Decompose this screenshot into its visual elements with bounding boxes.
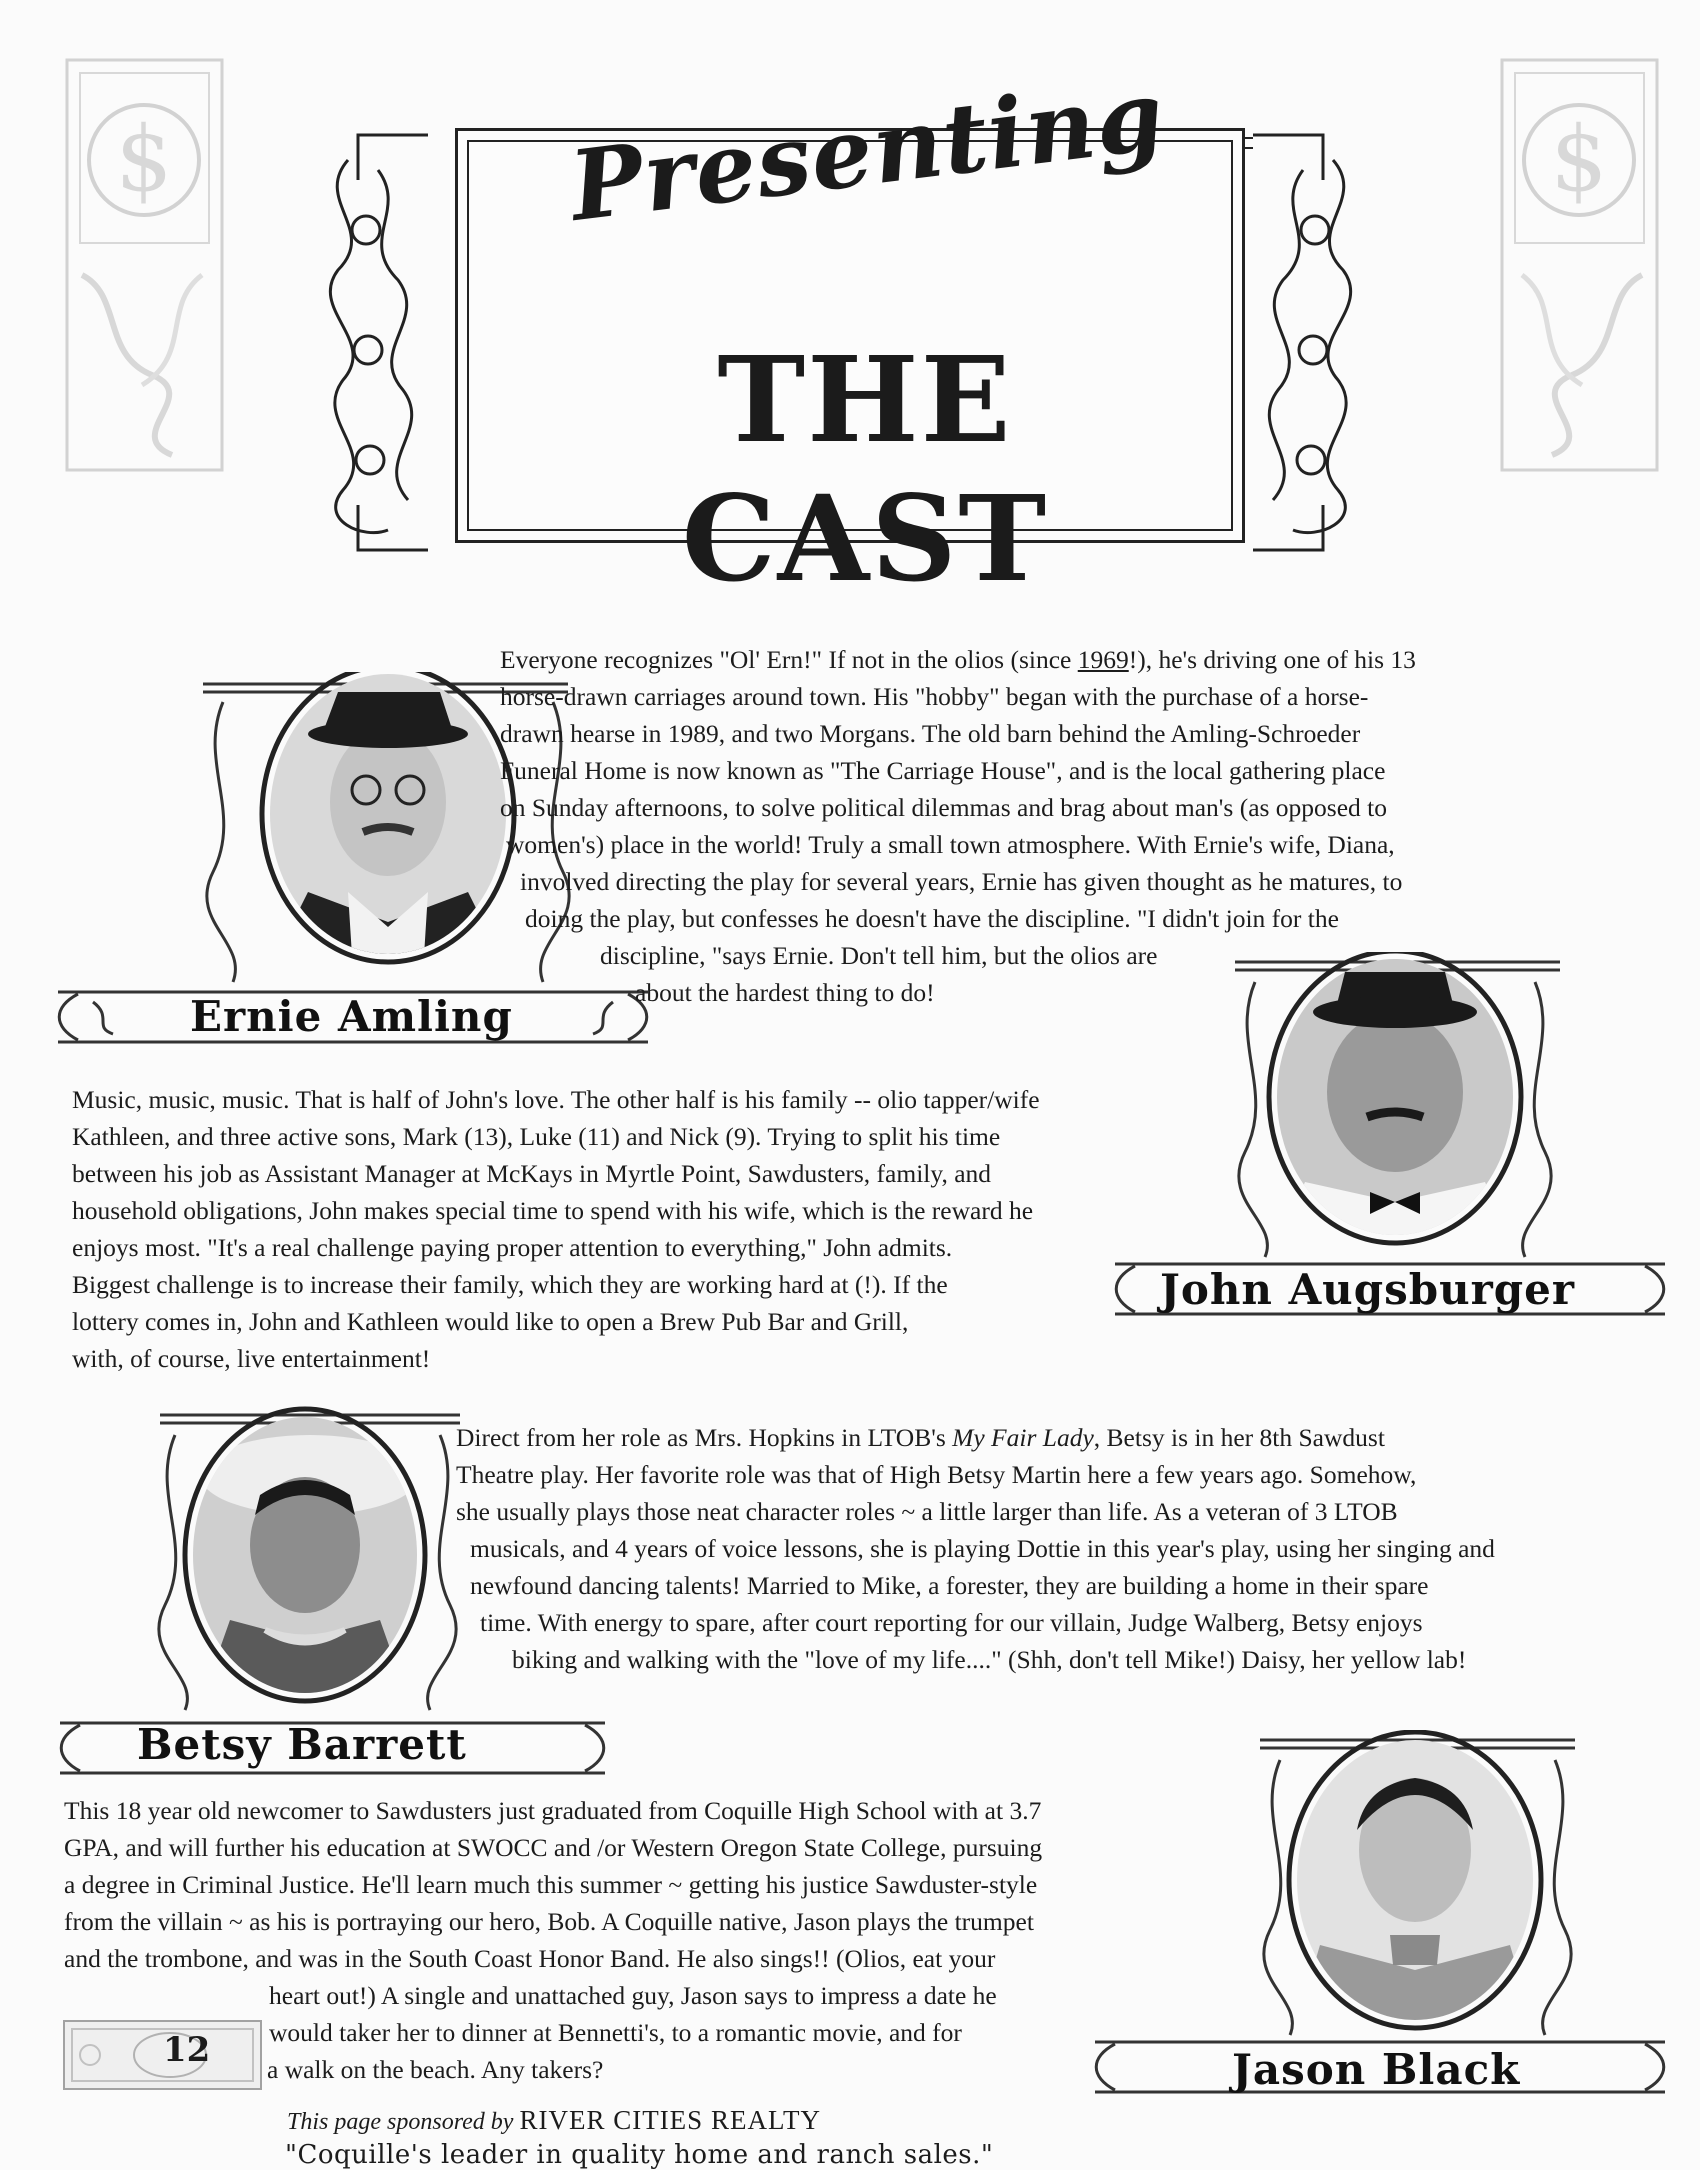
- presenting-heading: Presenting: [564, 58, 1171, 244]
- sponsor-line: [287, 2105, 821, 2136]
- svg-text:$: $: [115, 107, 173, 212]
- ernie-amling-bio: Everyone recognizes "Ol' Ern!" If not in the olios (since 1969!), he's driving one of his 13 horse-drawn carriages around town. His "hobby" began with the purchase of a horse- drawn hearse in 1989, and two Morgans. The old barn behind the Amling-Schroeder Funeral Home is now known as "The Carriage House", and is the local gathering place on Sunday afternoons, to solve political dilemmas and brag about man's (as opposed to women's) place in the world! Truly a small town atmosphere. With Ernie's wife, Diana, involved directing the play for several years, Ernie has given thought as he matures, to doing the play, but confesses he doesn't have the discipline. "I didn't join for the discipline, "says Ernie. Don't tell him, but the olios are about the hardest thing to do!: [500, 645, 1416, 1007]
- john-augsburger-nameplate: John Augsburger: [1160, 1265, 1575, 1314]
- betsy-barrett-bio: Direct from her role as Mrs. Hopkins in LTOB's My Fair Lady, Betsy is in her 8th Sawdust Theatre play. Her favorite role was that of High Betsy Martin here a few years ago. Somehow, she usually plays those neat character roles ~ a little larger than life. As a veteran of 3 LTOB musicals, and 4 years of voice lessons, she is playing Dottie in this year's play, using her singing and newfound dancing talents! Married to Mike, a forester, they are building a home in their spare time. With energy to spare, after court reporting for our villain, Judge Walberg, Betsy enjoys biking and walking with the "love of my life...." (Shh, don't tell Mike!) Daisy, her yellow lab!: [456, 1423, 1495, 1674]
- page-title: THE CAST: [681, 330, 1049, 608]
- john-augsburger-bio: Music, music, music. That is half of John's love. The other half is his family -- olio tapper/wife Kathleen, and three active sons, Mark (13), Luke (11) and Nick (9). Trying to split his time between his job as Assistant Manager at McKays in Myrtle Point, Sawdusters, family, and household obligations, John makes special time to spend with his wife, which is the reward he enjoys most. "It's a real challenge paying proper attention to everything," John admits. Biggest challenge is to increase their family, which they are working hard at (!). If the lottery comes in, John and Kathleen would like to open a Brew Pub Bar and Grill, with, of course, live entertainment!: [72, 1085, 1040, 1373]
- sponsor-tagline: "Coquille's leader in quality home and ranch sales.": [285, 2140, 994, 2170]
- sponsor-prefix: This page sponsored by: [287, 2109, 514, 2135]
- betsy-barrett-nameplate: Betsy Barrett: [137, 1720, 467, 1769]
- corner-ornament-left: [62, 55, 227, 475]
- page-number: 12: [163, 2030, 211, 2070]
- jason-black-nameplate: Jason Black: [1232, 2045, 1521, 2094]
- jason-black-bio: This 18 year old newcomer to Sawdusters just graduated from Coquille High School with at 3.7 GPA, and will further his education at SWOCC and /or Western Oregon State College, pursuing a degree in Criminal Justice. He'll learn much this summer ~ getting his justice Sawduster-style from the villain ~ as his is portraying our hero, Bob. A Coquille native, Jason plays the trumpet and the trombone, and was in the South Coast Honor Band. He also sings!! (Olios, eat your heart out!) A single and unattached guy, Jason says to impress a date he would taker her to dinner at Bennetti's, to a romantic movie, and for a walk on the beach. Any takers?: [64, 1796, 1043, 2084]
- corner-ornament-right: [1497, 55, 1662, 475]
- svg-text:$: $: [1550, 107, 1608, 212]
- sponsor-name: RIVER CITIES REALTY: [519, 2105, 821, 2135]
- ernie-amling-nameplate: Ernie Amling: [190, 992, 513, 1041]
